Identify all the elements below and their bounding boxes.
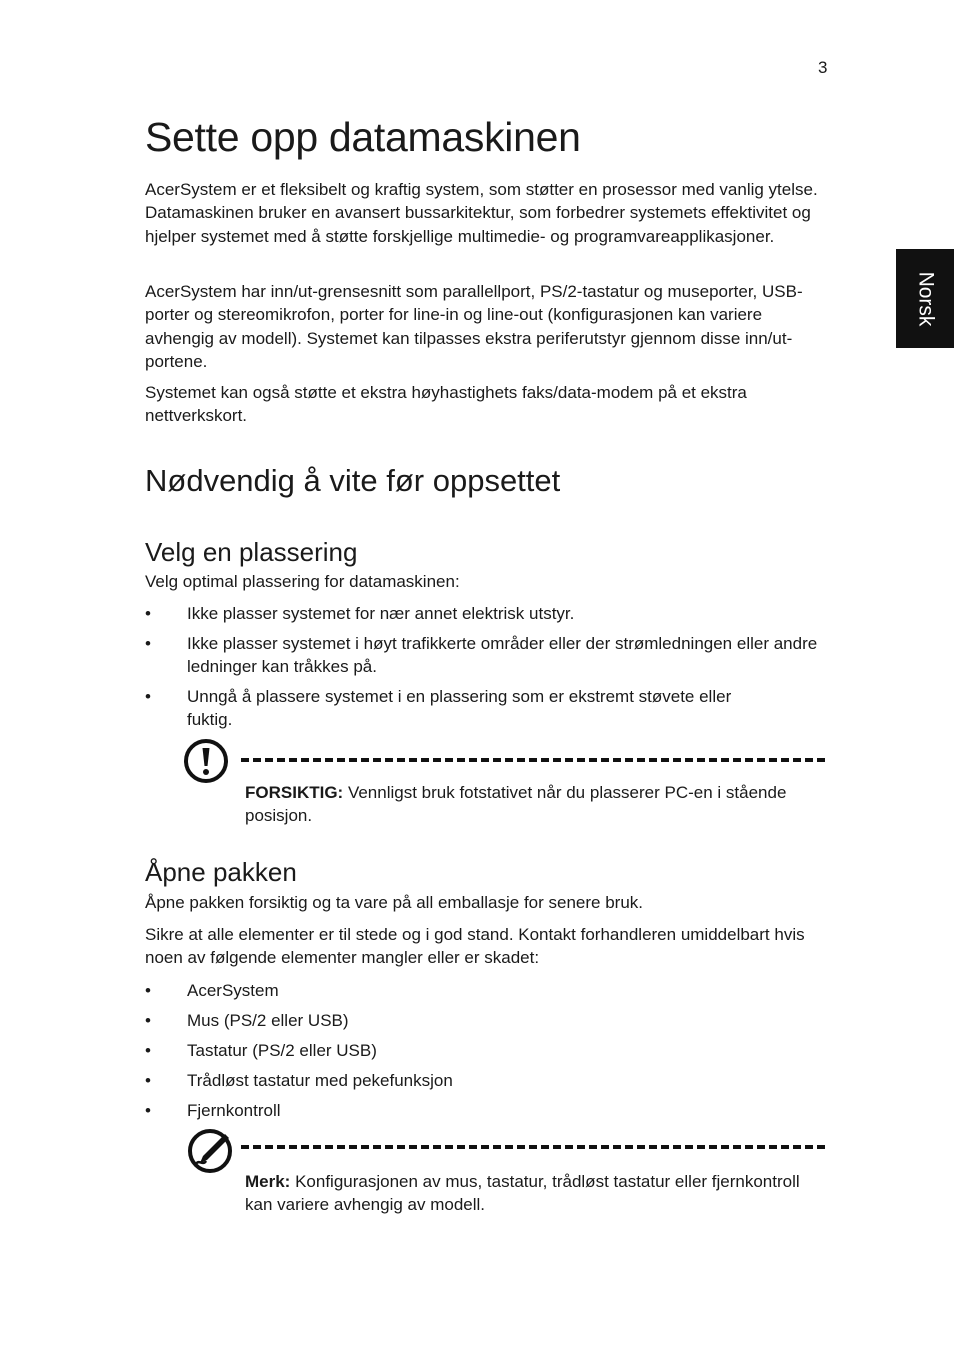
unpack-paragraph-1: Åpne pakken forsiktig og ta vare på all emballasje for senere bruk.: [145, 893, 643, 912]
bullet-icon: •: [145, 1041, 151, 1060]
bullet-icon: •: [145, 1101, 151, 1120]
note-text: Konfigurasjonen av mus, tastatur, trådløst tastatur eller fjernkontroll kan variere avhengig av modell.: [245, 1172, 800, 1215]
note-divider: [241, 1145, 825, 1149]
list-item: [145, 1039, 830, 1062]
pen-note-icon: [187, 1128, 233, 1174]
list-item-text: Ikke plasser systemet for nær annet elektrisk utstyr.: [187, 604, 575, 623]
list-item-text: Fjernkontroll: [187, 1101, 281, 1120]
intro-paragraph-2: AcerSystem har inn/ut-grensesnitt som parallellport, PS/2-tastatur og museporter, USB-porter og stereomikrofon, porter for line-in og line-out (konfigurasjonen kan variere avhengig av modell). Systemet kan tilpasses ekstra periferutstyr gjennom disse inn/ut-portene.: [145, 282, 803, 371]
bullet-icon: •: [145, 604, 151, 623]
intro-paragraph-3: Systemet kan også støtte et ekstra høyhastighets faks/data-modem på et ekstra nettverkskort.: [145, 383, 747, 426]
list-item: [145, 1069, 830, 1092]
list-item: [145, 632, 825, 679]
list-item: [145, 1009, 830, 1032]
list-item: [145, 685, 745, 732]
list-item: [145, 1099, 830, 1122]
list-item-text: AcerSystem: [187, 981, 279, 1000]
section-heading: Nødvendig å vite før oppsettet: [145, 463, 561, 498]
bullet-icon: •: [145, 1071, 151, 1090]
language-tab: [896, 249, 954, 348]
list-item-text: Ikke plasser systemet i høyt trafikkerte områder eller der strømledningen eller andre ledninger kan tråkkes på.: [187, 634, 818, 677]
location-lead: Velg optimal plassering for datamaskinen:: [145, 572, 460, 591]
page-number: 3: [818, 58, 828, 77]
caution-label: FORSIKTIG:: [245, 783, 344, 802]
intro-paragraph-1: AcerSystem er et fleksibelt og kraftig system, som støtter en prosessor med vanlig ytelse. Datamaskinen bruker en avansert bussarkitektur, som forbedrer systemets effektivitet og hjelper systemet med å støtte forskjellige multimedie- og programvareapplikasjoner.: [145, 180, 818, 246]
exclamation-circle-icon: [183, 738, 229, 784]
caution-text: Vennligst bruk fotstativet når du plasserer PC-en i stående posisjon.: [245, 783, 787, 826]
page-title: Sette opp datamaskinen: [145, 114, 581, 160]
location-heading: Velg en plassering: [145, 537, 358, 567]
caution-divider: [241, 758, 825, 762]
bullet-icon: •: [145, 1011, 151, 1030]
language-tab-label: Norsk: [914, 271, 937, 326]
list-item-text: Unngå å plassere systemet i en plassering som er ekstremt støvete eller fuktig.: [187, 687, 732, 730]
list-item-text: Mus (PS/2 eller USB): [187, 1011, 349, 1030]
unpack-heading: Åpne pakken: [145, 857, 297, 887]
list-item: [145, 602, 830, 625]
note-callout: [245, 1170, 825, 1217]
unpack-paragraph-2: Sikre at alle elementer er til stede og i god stand. Kontakt forhandleren umiddelbart hvis noen av følgende elementer mangler eller er skadet:: [145, 925, 805, 968]
bullet-icon: •: [145, 687, 151, 706]
list-item-text: Trådløst tastatur med pekefunksjon: [187, 1071, 453, 1090]
list-item-text: Tastatur (PS/2 eller USB): [187, 1041, 377, 1060]
caution-note: [245, 781, 825, 828]
note-label: Merk:: [245, 1172, 291, 1191]
list-item: [145, 979, 830, 1002]
bullet-icon: •: [145, 634, 151, 653]
bullet-icon: •: [145, 981, 151, 1000]
